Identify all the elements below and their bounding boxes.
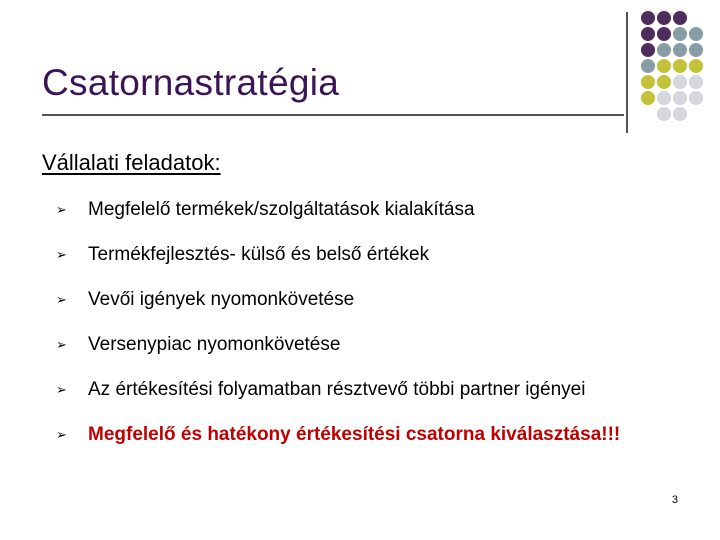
- arrowhead-bullet-icon: ➢: [56, 202, 67, 217]
- decorative-dot: [689, 75, 703, 89]
- decorative-dot: [657, 27, 671, 41]
- decorative-dot: [689, 59, 703, 73]
- decorative-dot: [657, 75, 671, 89]
- bullet-item: [56, 376, 620, 421]
- decorative-dot: [641, 75, 655, 89]
- decorative-dot: [673, 43, 687, 57]
- bullet-text: Az értékesítési folyamatban résztvevő többi partner igényei: [88, 379, 586, 400]
- bullet-text: Termékfejlesztés- külső és belső értékek: [88, 244, 430, 265]
- decorative-dot: [641, 43, 655, 57]
- bullet-item: [56, 196, 620, 241]
- bullet-text: Megfelelő és hatékony értékesítési csatorna kiválasztása!!!: [88, 424, 621, 445]
- decorative-dot: [673, 27, 687, 41]
- slide-title: Csatornastratégia: [42, 62, 340, 103]
- bullet-text: Vevői igények nyomonkövetése: [88, 289, 355, 310]
- arrowhead-bullet-icon: ➢: [56, 382, 67, 397]
- bullet-item-highlighted: [56, 421, 620, 466]
- decorative-dot: [673, 59, 687, 73]
- section-heading: Vállalati feladatok:: [42, 150, 221, 175]
- page-number: 3: [671, 494, 678, 506]
- arrowhead-bullet-icon: ➢: [56, 247, 67, 262]
- bullet-list: [56, 196, 620, 466]
- bullet-text: Megfelelő termékek/szolgáltatások kialakítása: [88, 199, 475, 220]
- decorative-dot: [689, 27, 703, 41]
- decorative-dot: [673, 91, 687, 105]
- arrowhead-bullet-icon: ➢: [56, 292, 67, 307]
- decorative-dot: [657, 59, 671, 73]
- decorative-dot: [641, 91, 655, 105]
- decorative-dot: [641, 11, 655, 25]
- vertical-divider: [626, 12, 628, 133]
- bullet-text: Versenypiac nyomonkövetése: [88, 334, 341, 355]
- arrowhead-bullet-icon: ➢: [56, 427, 67, 442]
- decorative-dot: [657, 91, 671, 105]
- title-underline-divider: [42, 114, 624, 116]
- decorative-dot: [673, 75, 687, 89]
- decorative-dot: [689, 91, 703, 105]
- bullet-item: [56, 241, 620, 286]
- decorative-dot: [657, 43, 671, 57]
- decorative-dot: [689, 43, 703, 57]
- arrowhead-bullet-icon: ➢: [56, 337, 67, 352]
- decorative-dot: [673, 11, 687, 25]
- decorative-dot: [673, 107, 687, 121]
- decorative-dot: [641, 27, 655, 41]
- decorative-dot: [657, 107, 671, 121]
- decorative-dot: [641, 59, 655, 73]
- bullet-item: [56, 331, 620, 376]
- decorative-dot: [657, 11, 671, 25]
- bullet-item: [56, 286, 620, 331]
